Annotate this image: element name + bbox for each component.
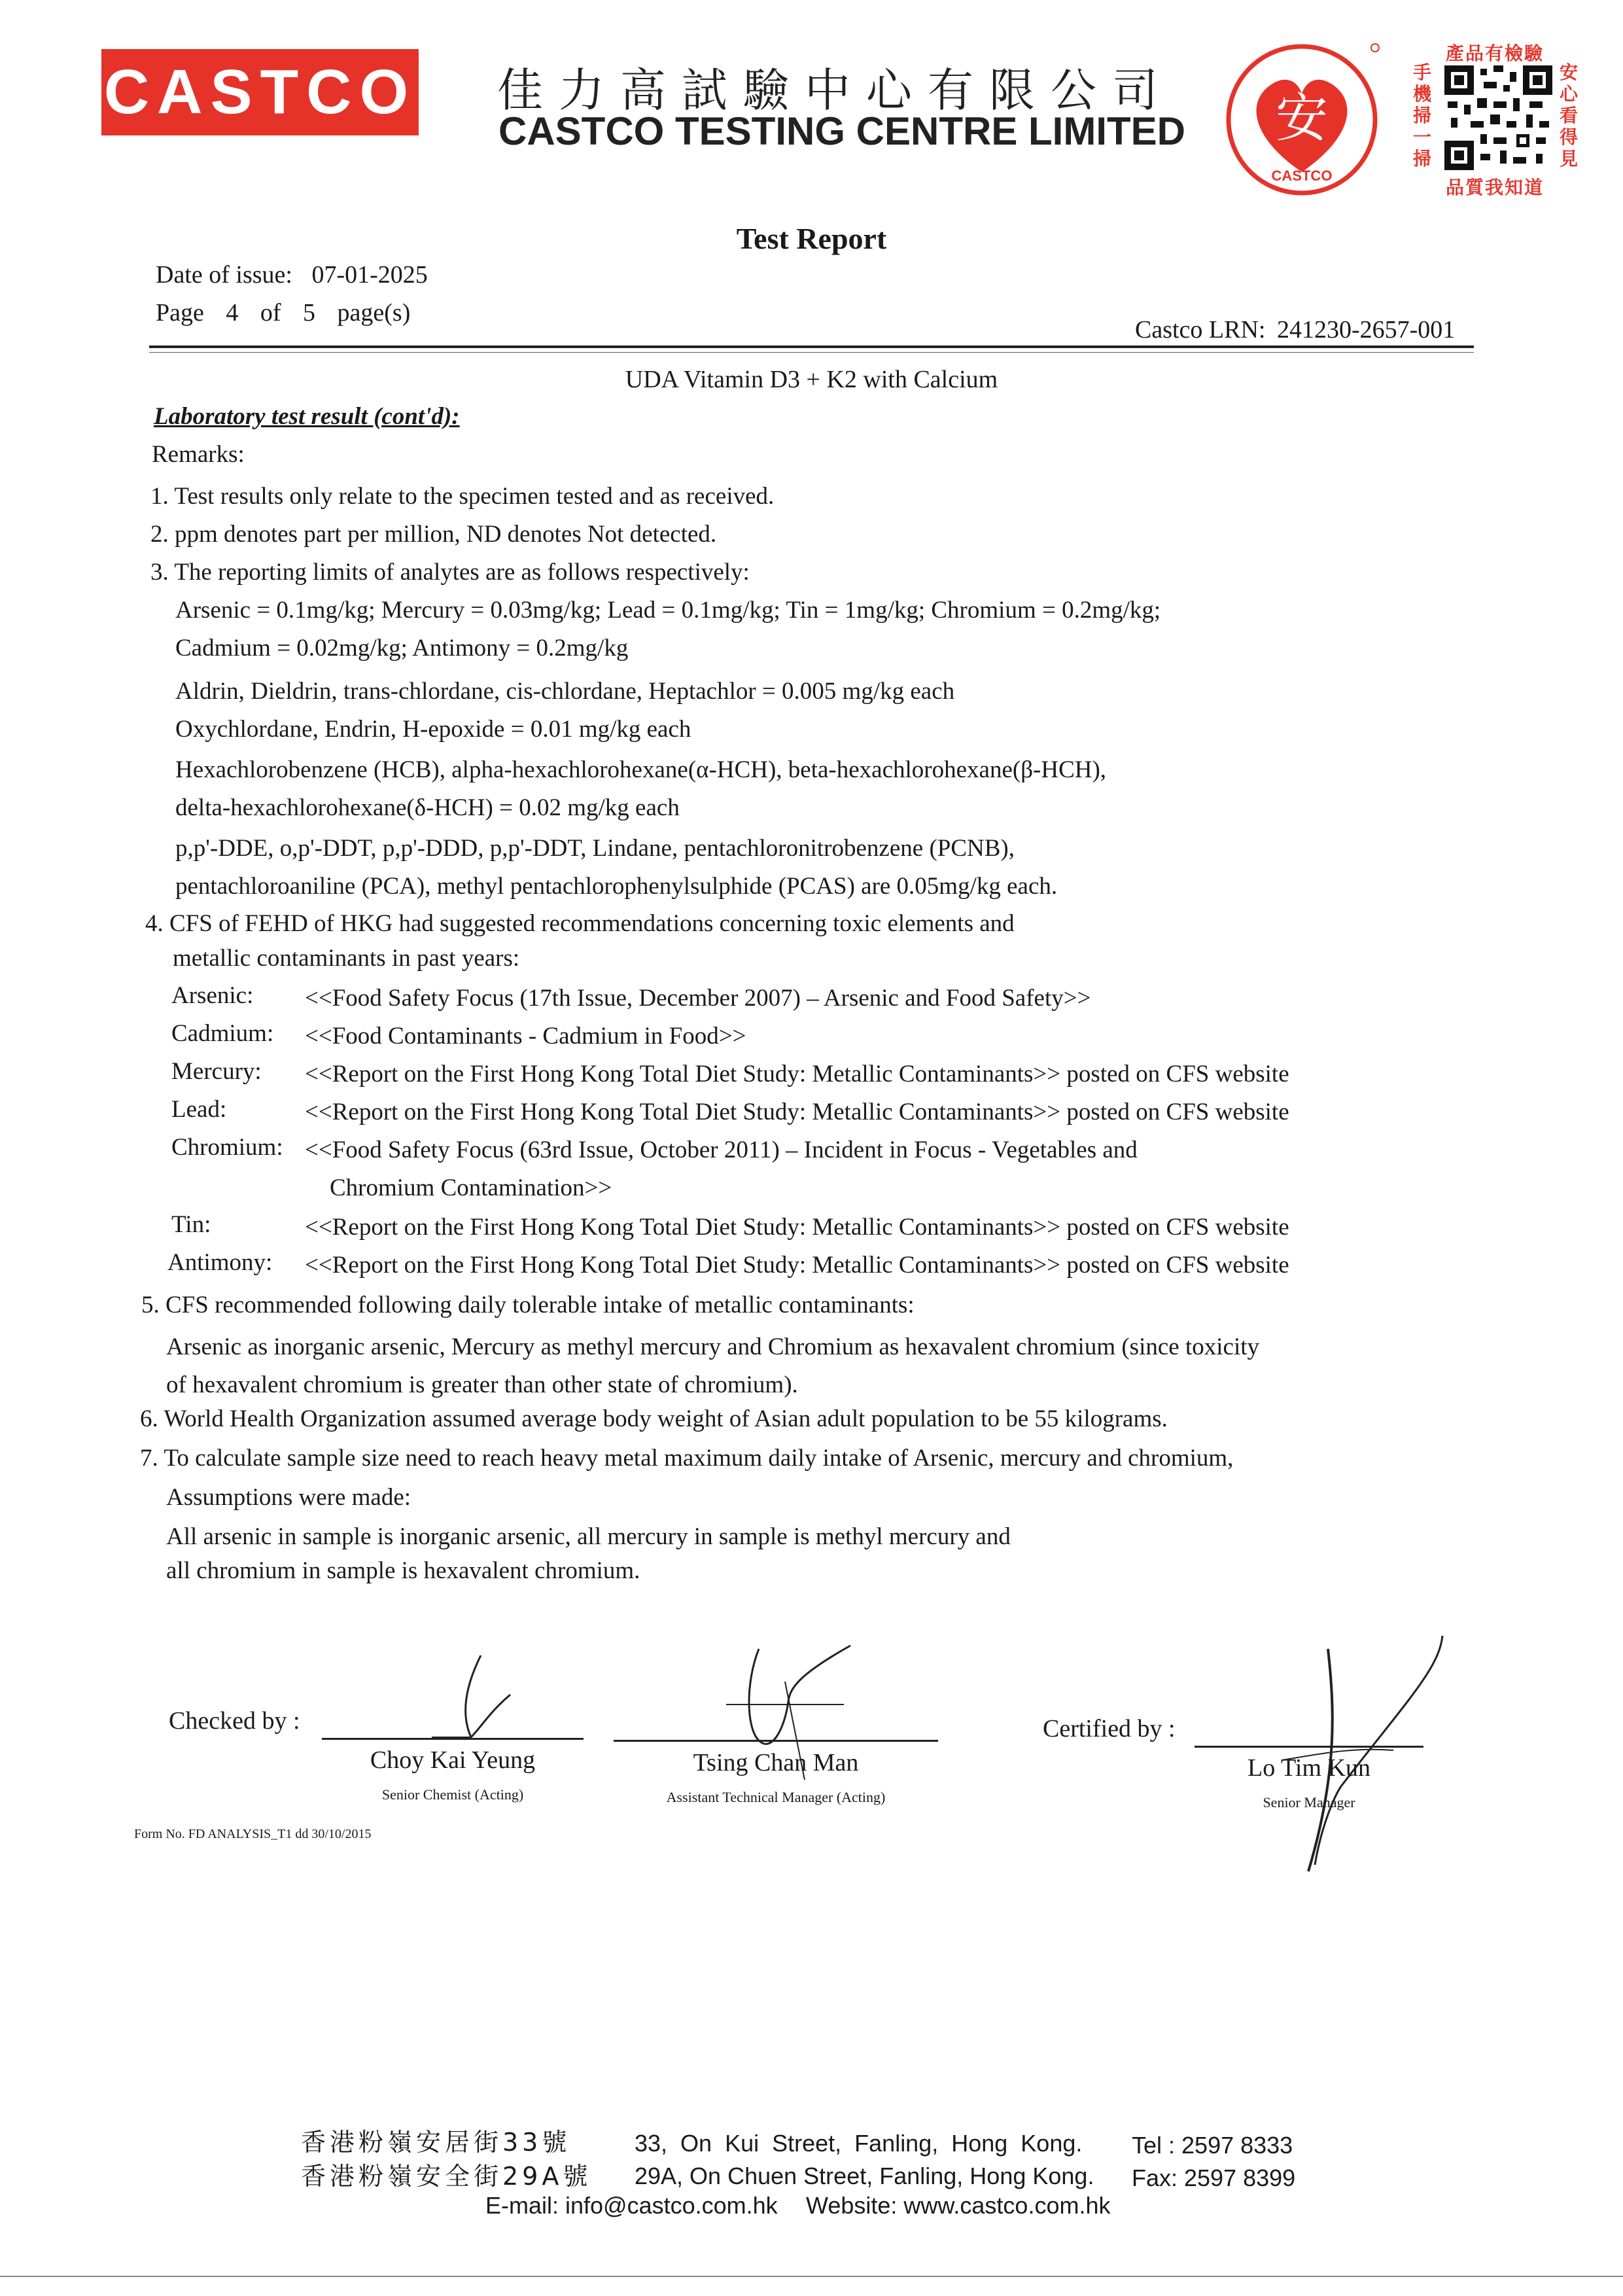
form-number: Form No. FD ANALYSIS_T1 dd 30/10/2015 [134,1827,372,1841]
remark-1: 1. Test results only relate to the specimen tested and as received. [150,483,775,510]
remarks-label: Remarks: [152,441,245,468]
footer-email[interactable]: E-mail: info@castco.com.hk [485,2192,778,2219]
product-name: UDA Vitamin D3 + K2 with Calcium [625,366,998,393]
remark-3-line-1: Arsenic = 0.1mg/kg; Mercury = 0.03mg/kg; Lead = 0.1mg/kg; Tin = 1mg/kg; Chromium = 0.2mg/kg; [175,597,1161,624]
remark-7: 7. To calculate sample size need to reach heavy metal maximum daily intake of Arsenic, mercury and chromium, [140,1445,1234,1472]
remark-3-line-2: Cadmium = 0.02mg/kg; Antimony = 0.2mg/kg [175,635,629,662]
signature-1-icon [419,1649,523,1754]
ref-text: <<Food Safety Focus (63rd Issue, October 2011) – Incident in Focus - Vegetables and [305,1137,1138,1163]
remark-3-line-6: delta-hexachlorohexane(δ-HCH) = 0.02 mg/kg each [175,794,680,821]
ref-label: Antimony: [167,1249,273,1276]
remark-3-line-8: pentachloroaniline (PCA), methyl pentachlorophenylsulphide (PCAS) are 0.05mg/kg each. [175,873,1058,900]
signatory-1-title: Senior Chemist (Acting) [381,1786,524,1803]
castco-lrn [1135,315,1455,344]
remark-7-line-3: All arsenic in sample is inorganic arsenic, all mercury in sample is methyl mercury and [166,1523,1011,1550]
lrn-label: Castco LRN: [1135,316,1266,344]
logo-text: CASTCO [103,57,417,127]
ref-label: Arsenic: [171,982,254,1009]
footer-website[interactable]: Website: www.castco.com.hk [806,2192,1111,2219]
page-word: Page [156,299,204,327]
ref-text: <<Food Contaminants - Cadmium in Food>> [305,1023,746,1050]
page-total: 5 [303,299,316,327]
castco-logo [101,49,419,135]
remark-3-line-5: Hexachlorobenzene (HCB), alpha-hexachlorohexane(α-HCH), beta-hexachlorohexane(β-HCH), [175,756,1107,783]
remark-6: 6. World Health Organization assumed average body weight of Asian adult population to be 55 kilograms. [140,1405,1168,1432]
page-indicator [156,298,410,327]
date-of-issue [156,260,428,289]
qr-caption-top: 產品有檢驗 [1446,43,1544,64]
lrn-value: 241230-2657-001 [1276,316,1456,344]
remark-4-line-2: metallic contaminants in past years: [173,945,520,972]
remark-3-line-3: Aldrin, Dieldrin, trans-chlordane, cis-chlordane, Heptachlor = 0.005 mg/kg each [175,678,955,705]
company-name-english: CASTCO TESTING CENTRE LIMITED [498,109,1185,153]
seal-label: CASTCO [1271,168,1333,184]
checked-by-label: Checked by : [169,1707,300,1735]
remark-3-line-4: Oxychlordane, Endrin, H-epoxide = 0.01 mg/kg each [175,716,691,743]
remark-5-line-2: Arsenic as inorganic arsenic, Mercury as methyl mercury and Chromium as hexavalent chromium (since toxicity [166,1333,1259,1360]
ref-label: Lead: [171,1096,227,1123]
seal-char: 安 [1276,88,1328,149]
ref-text-continuation: Chromium Contamination>> [330,1174,612,1201]
signatory-2-name: Tsing Chan Man [693,1749,859,1776]
ref-text: <<Food Safety Focus (17th Issue, December 2007) – Arsenic and Food Safety>> [305,985,1091,1012]
qr-caption-left: 手機掃一掃 [1413,62,1432,169]
company-name-chinese: 佳力高試驗中心有限公司 [497,63,1174,117]
certified-by-label: Certified by : [1043,1715,1176,1742]
page-current: 4 [226,299,239,327]
date-label: Date of issue: [156,261,292,289]
bottom-border [0,2276,1623,2277]
ref-label: Cadmium: [171,1020,274,1047]
header-divider-thin [149,352,1474,353]
ref-label: Chromium: [171,1134,283,1161]
footer-tel: Tel : 2597 8333 [1132,2132,1293,2159]
footer-address-2: 29A, On Chuen Street, Fanling, Hong Kong. [635,2163,1094,2189]
ref-label: Tin: [171,1211,211,1238]
qr-caption-bottom: 品質我知道 [1446,177,1544,198]
remark-4: 4. CFS of FEHD of HKG had suggested recommendations concerning toxic elements and [145,910,1015,937]
ref-text: <<Report on the First Hong Kong Total Diet Study: Metallic Contaminants>> posted on CFS website [305,1099,1289,1125]
page-suffix: page(s) [337,299,411,327]
header-divider [149,345,1474,348]
signatory-1-name: Choy Kai Yeung [370,1746,536,1774]
qr-caption-right: 安心看得見 [1560,62,1579,169]
signatory-3-name: Lo Tim Kun [1248,1754,1370,1782]
signatory-3-title: Senior Manager [1263,1794,1355,1810]
remark-3-line-7: p,p'-DDE, o,p'-DDT, p,p'-DDD, p,p'-DDT, Lindane, pentachloronitrobenzene (PCNB), [175,835,1015,862]
ref-text: <<Report on the First Hong Kong Total Diet Study: Metallic Contaminants>> posted on CFS website [305,1061,1289,1087]
remark-5: 5. CFS recommended following daily tolerable intake of metallic contaminants: [141,1292,915,1318]
qr-code-block [1413,39,1583,203]
page-of: of [260,299,281,327]
ref-text: <<Report on the First Hong Kong Total Diet Study: Metallic Contaminants>> posted on CFS website [305,1252,1289,1279]
date-value: 07-01-2025 [311,261,428,289]
report-title: Test Report [736,222,887,255]
signatory-2-title: Assistant Technical Manager (Acting) [666,1789,886,1805]
anxin-seal-icon [1223,38,1384,198]
footer-address-1-chinese: 香港粉嶺安居街33號 [301,2128,571,2157]
remark-5-line-3: of hexavalent chromium is greater than other state of chromium). [166,1371,798,1398]
footer-fax: Fax: 2597 8399 [1132,2164,1296,2191]
ref-label: Mercury: [171,1058,262,1085]
ref-text: <<Report on the First Hong Kong Total Diet Study: Metallic Contaminants>> posted on CFS website [305,1214,1289,1241]
remark-3: 3. The reporting limits of analytes are as follows respectively: [150,559,750,586]
section-title: Laboratory test result (cont'd): [154,403,460,430]
remark-7-line-4: all chromium in sample is hexavalent chromium. [166,1557,640,1584]
footer-address-2-chinese: 香港粉嶺安全街29A號 [301,2162,592,2191]
qr-code-icon [1444,65,1552,170]
remark-7-line-2: Assumptions were made: [166,1484,411,1511]
remark-2: 2. ppm denotes part per million, ND denotes Not detected. [150,521,717,548]
footer-address-1: 33, On Kui Street, Fanling, Hong Kong. [635,2130,1083,2157]
